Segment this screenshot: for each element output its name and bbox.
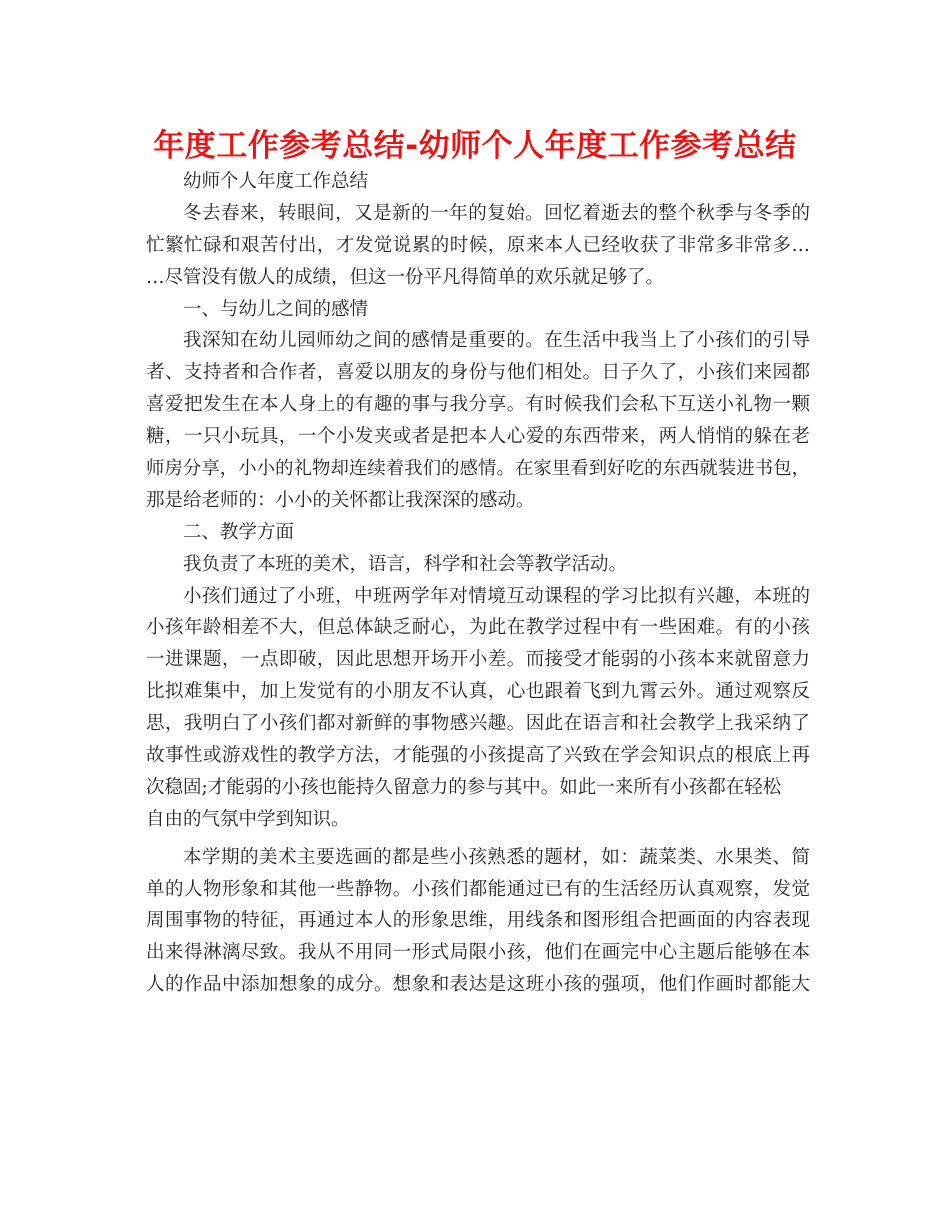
document-title: 年度工作参考总结-幼师个人年度工作参考总结	[153, 128, 797, 164]
body-line: 小孩们通过了小班，中班两学年对情境互动课程的学习比拟有兴趣，本班的	[183, 585, 810, 607]
body-line: 比拟难集中，加上发觉有的小朋友不认真，心也跟着飞到九霄云外。通过观察反	[146, 681, 810, 703]
section-heading: 一、与幼儿之间的感情	[183, 298, 369, 320]
body-line: 本学期的美术主要选画的都是些小孩熟悉的题材，如：蔬菜类、水果类、简	[183, 846, 810, 868]
body-line: 者、支持者和合作者，喜爱以朋友的身份与他们相处。日子久了，小孩们来园都	[146, 362, 810, 384]
body-line: 我负责了本班的美术，语言，科学和社会等教学活动。	[183, 553, 628, 575]
body-line: 自由的气氛中学到知识。	[146, 808, 350, 830]
body-line: 幼师个人年度工作总结	[183, 171, 369, 192]
body-line: 那是给老师的：小小的关怀都让我深深的感动。	[146, 489, 535, 511]
body-line: 故事性或游戏性的教学方法，才能强的小孩提高了兴致在学会知识点的根底上再	[146, 745, 810, 767]
body-line: 冬去春来，转眼间，又是新的一年的复始。回忆着逝去的整个秋季与冬季的	[183, 202, 810, 224]
body-line: 思，我明白了小孩们都对新鲜的事物感兴趣。因此在语言和社会教学上我采纳了	[146, 713, 810, 735]
body-line: 一进课题，一点即破，因此思想开场开小差。而接受才能弱的小孩本来就留意力	[146, 649, 810, 671]
body-line: …尽管没有傲人的成绩，但这一份平凡得简单的欢乐就足够了。	[146, 266, 665, 288]
body-line: 小孩年龄相差不大，但总体缺乏耐心，为此在教学过程中有一些困难。有的小孩	[146, 617, 810, 639]
body-line: 我深知在幼儿园师幼之间的感情是重要的。在生活中我当上了小孩们的引导	[183, 330, 810, 352]
body-line: 糖，一只小玩具，一个小发夹或者是把本人心爱的东西带来，两人悄悄的躲在老	[146, 426, 810, 448]
body-line: 师房分享，小小的礼物却连续着我们的感情。在家里看到好吃的东西就装进书包，	[146, 458, 810, 480]
body-line: 忙繁忙碌和艰苦付出，才发觉说累的时候，原来本人已经收获了非常多非常多…	[146, 234, 810, 256]
section-heading: 二、教学方面	[183, 521, 295, 543]
body-line: 单的人物形象和其他一些静物。小孩们都能通过已有的生活经历认真观察，发觉	[146, 878, 810, 900]
document-body	[146, 166, 810, 1001]
body-line: 出来得淋漓尽致。我从不用同一形式局限小孩，他们在画完中心主题后能够在本	[146, 942, 810, 964]
body-line: 次稳固;才能弱的小孩也能持久留意力的参与其中。如此一来所有小孩都在轻松	[146, 776, 782, 798]
body-line: 人的作品中添加想象的成分。想象和表达是这班小孩的强项，他们作画时都能大	[146, 974, 810, 996]
body-line: 周围事物的特征，再通过本人的形象思维，用线条和图形组合把画面的内容表现	[146, 910, 810, 932]
body-line: 喜爱把发生在本人身上的有趣的事与我分享。有时候我们会私下互送小礼物一颗	[146, 394, 810, 416]
